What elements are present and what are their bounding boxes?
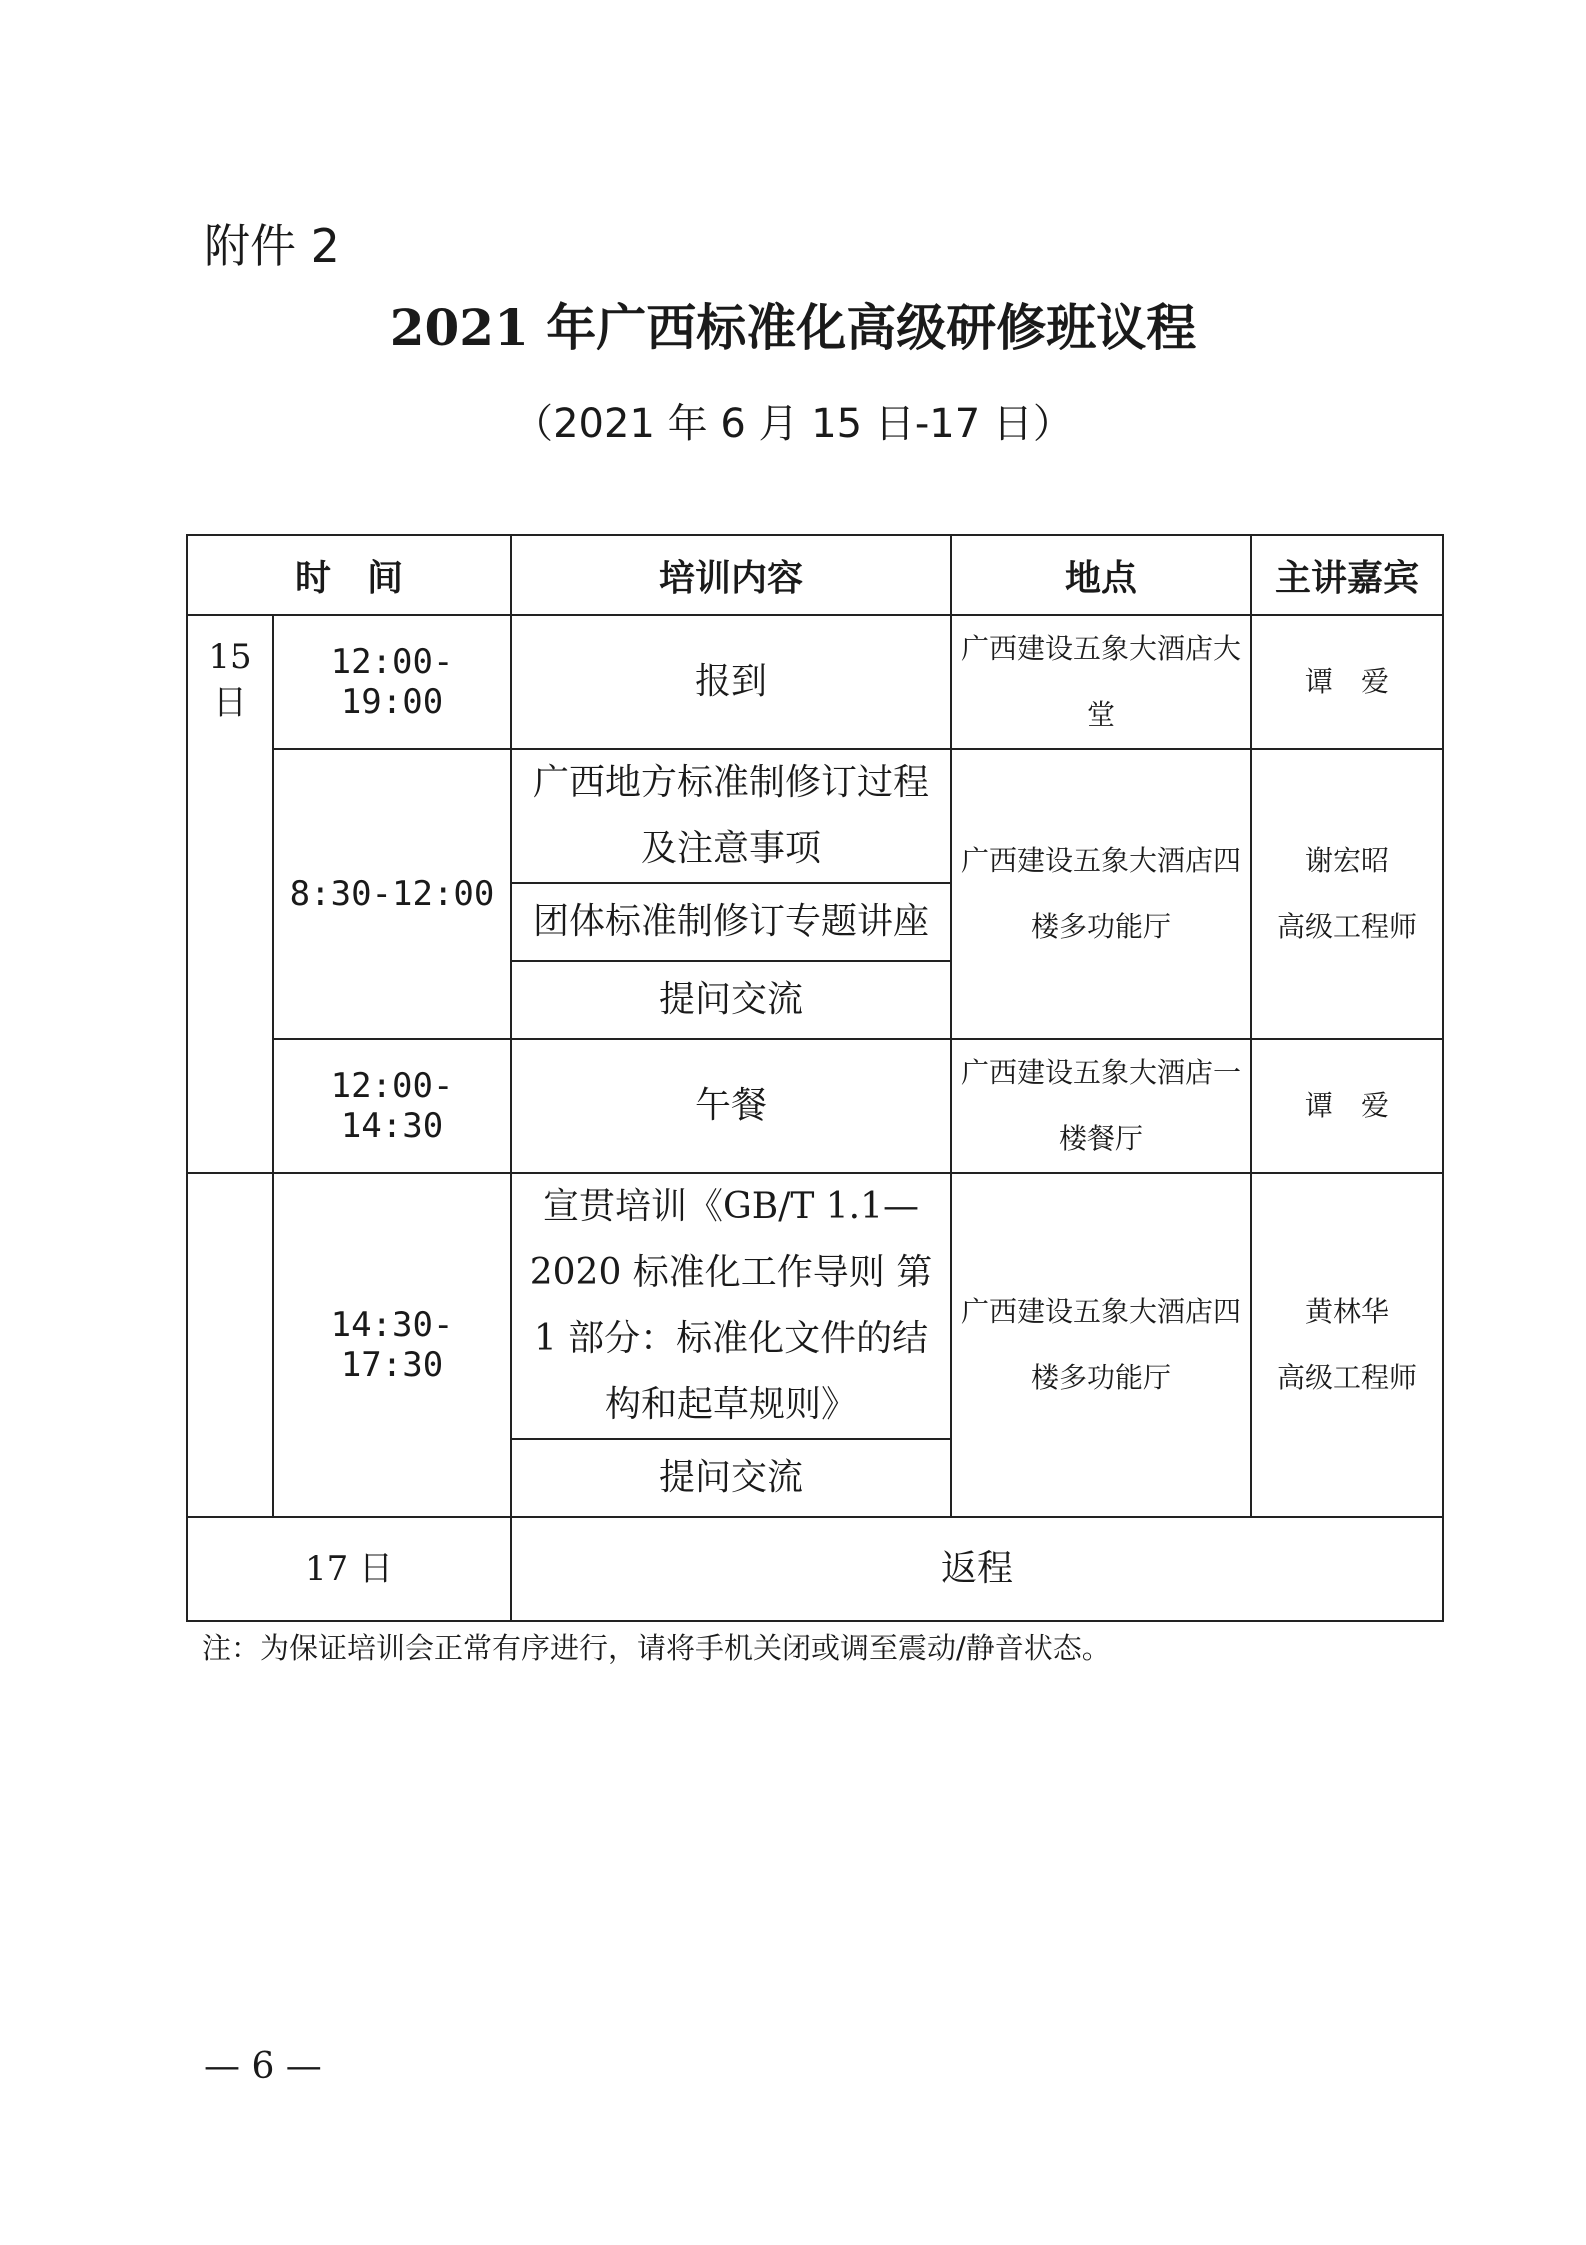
agenda-table <box>186 534 1444 1622</box>
table-row <box>187 1173 1443 1439</box>
day-16-spacer <box>187 1173 273 1517</box>
document-title: 2021 年广西标准化高级研修班议程 <box>389 298 1197 357</box>
row3-speaker: 谭 爱 <box>1251 1039 1443 1173</box>
header-content: 培训内容 <box>511 535 951 615</box>
row1-content: 报到 <box>511 615 951 749</box>
attachment-label: 附件 2 <box>204 219 340 273</box>
row2-content-a: 广西地方标准制修订过程及注意事项 <box>511 749 951 883</box>
footnote: 注：为保证培训会正常有序进行，请将手机关闭或调至震动/静音状态。 <box>202 1631 1111 1665</box>
agenda-header-row <box>187 535 1443 615</box>
row2-location: 广西建设五象大酒店四楼多功能厅 <box>951 749 1251 1039</box>
row2-speaker <box>1251 749 1443 1039</box>
table-row <box>187 1517 1443 1621</box>
row3-time: 12:00-14:30 <box>273 1039 511 1173</box>
table-row <box>187 615 1443 749</box>
row4-content-b: 提问交流 <box>511 1439 951 1517</box>
day-17-label: 17 日 <box>187 1517 511 1621</box>
row4-time: 14:30-17:30 <box>273 1173 511 1517</box>
row4-content-a: 宣贯培训《GB/T 1.1—2020 标准化工作导则 第 1 部分：标准化文件的结构和起草规则》 <box>511 1173 951 1439</box>
row1-location: 广西建设五象大酒店大堂 <box>951 615 1251 749</box>
row2-content-b: 团体标准制修订专题讲座 <box>511 883 951 961</box>
day-15-label: 15 日 <box>208 637 252 723</box>
row2-time: 8:30-12:00 <box>273 749 511 1039</box>
row1-speaker: 谭 爱 <box>1251 615 1443 749</box>
day-15-cell <box>187 615 273 1173</box>
row2-speaker-name: 谢宏昭 <box>1305 844 1390 877</box>
header-speaker: 主讲嘉宾 <box>1251 535 1443 615</box>
page-number: — 6 — <box>204 2046 322 2087</box>
table-row <box>187 1039 1443 1173</box>
row4-speaker-title: 高级工程师 <box>1277 1361 1418 1394</box>
table-row <box>187 749 1443 883</box>
row3-content: 午餐 <box>511 1039 951 1173</box>
document-date-range: （2021 年 6 月 15 日-17 日） <box>513 401 1073 447</box>
row4-speaker <box>1251 1173 1443 1517</box>
row3-location: 广西建设五象大酒店一楼餐厅 <box>951 1039 1251 1173</box>
row2-content-c: 提问交流 <box>511 961 951 1039</box>
header-time: 时 间 <box>187 535 511 615</box>
row2-speaker-title: 高级工程师 <box>1277 910 1418 943</box>
day-17-content: 返程 <box>511 1517 1443 1621</box>
header-location: 地点 <box>951 535 1251 615</box>
row1-time: 12:00-19:00 <box>273 615 511 749</box>
row4-speaker-name: 黄林华 <box>1305 1295 1390 1328</box>
row4-location: 广西建设五象大酒店四楼多功能厅 <box>951 1173 1251 1517</box>
